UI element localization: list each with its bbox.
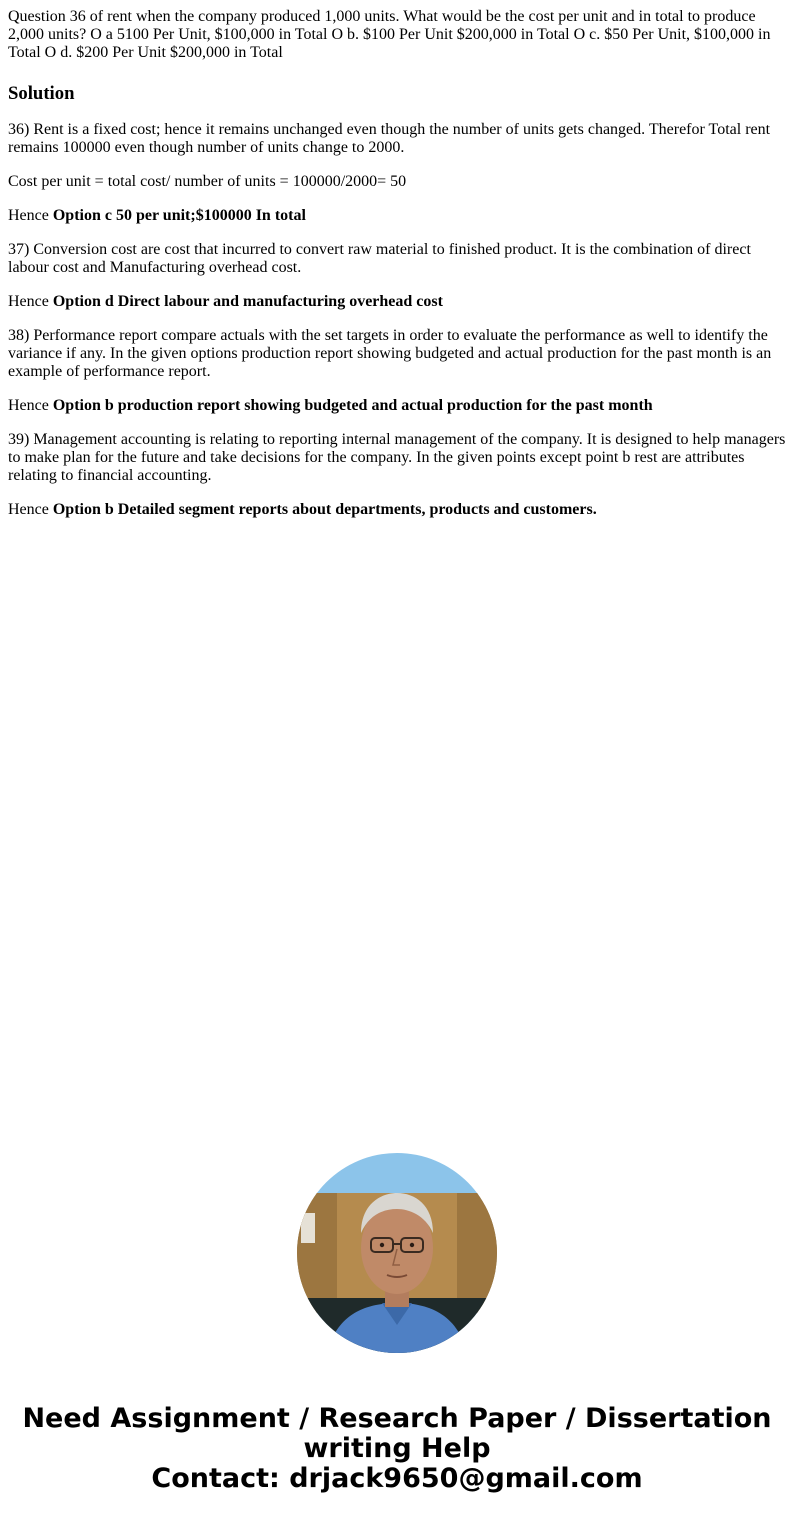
author-avatar	[297, 1153, 497, 1353]
answer-38-conclusion	[8, 397, 788, 415]
question-text: Question 36 of rent when the company produced 1,000 units. What would be the cost per unit and in total to produce 2,000 units? O a 5100 Per Unit, $100,000 in Total O b. $100 Per Unit $200,000 in Total O c. $50 Per Unit, $100,000 in Total O d. $200 Per Unit $200,000 in Total	[8, 8, 771, 61]
answer-36-explanation: 36) Rent is a fixed cost; hence it remains unchanged even though the number of units gets changed. Therefor Total rent remains 100000 even though number of units change to 2000.	[8, 121, 771, 156]
answer-36-conclusion	[8, 207, 788, 225]
answer-36-option: Option c 50 per unit;$100000 In total	[52, 207, 306, 224]
promo-banner	[0, 1404, 794, 1494]
answer-39-option: Option b Detailed segment reports about departments, products and customers.	[52, 501, 597, 518]
answer-39-explanation: 39) Management accounting is relating to reporting internal management of the company. It is designed to help managers to make plan for the future and take decisions for the company. In the given points except point b rest are attributes relating to financial accounting.	[8, 431, 786, 484]
answer-39-conclusion	[8, 501, 788, 519]
answer-38-option: Option b production report showing budgeted and actual production for the past month	[52, 397, 653, 414]
answer-38-explanation: 38) Performance report compare actuals with the set targets in order to evaluate the performance as well to identify the variance if any. In the given options production report showing budgeted and actual production for the past month is an example of performance report.	[8, 327, 772, 380]
hence-prefix: Hence	[8, 207, 53, 224]
promo-line-2: writing Help	[303, 1433, 491, 1464]
answer-37-option: Option d Direct labour and manufacturing overhead cost	[52, 293, 443, 310]
solution-heading: Solution	[8, 83, 75, 104]
document-body	[8, 8, 788, 535]
promo-contact: Contact: drjack9650@gmail.com	[151, 1463, 643, 1494]
hence-prefix: Hence	[8, 293, 53, 310]
hence-prefix: Hence	[8, 397, 53, 414]
person-photo-icon	[297, 1153, 497, 1353]
hence-prefix: Hence	[8, 501, 53, 518]
answer-37-explanation: 37) Conversion cost are cost that incurred to convert raw material to finished product. It is the combination of direct labour cost and Manufacturing overhead cost.	[8, 241, 751, 276]
answer-37-conclusion	[8, 293, 788, 311]
promo-line-1: Need Assignment / Research Paper / Dissertation	[22, 1403, 772, 1434]
answer-36-calculation: Cost per unit = total cost/ number of units = 100000/2000= 50	[8, 173, 407, 190]
